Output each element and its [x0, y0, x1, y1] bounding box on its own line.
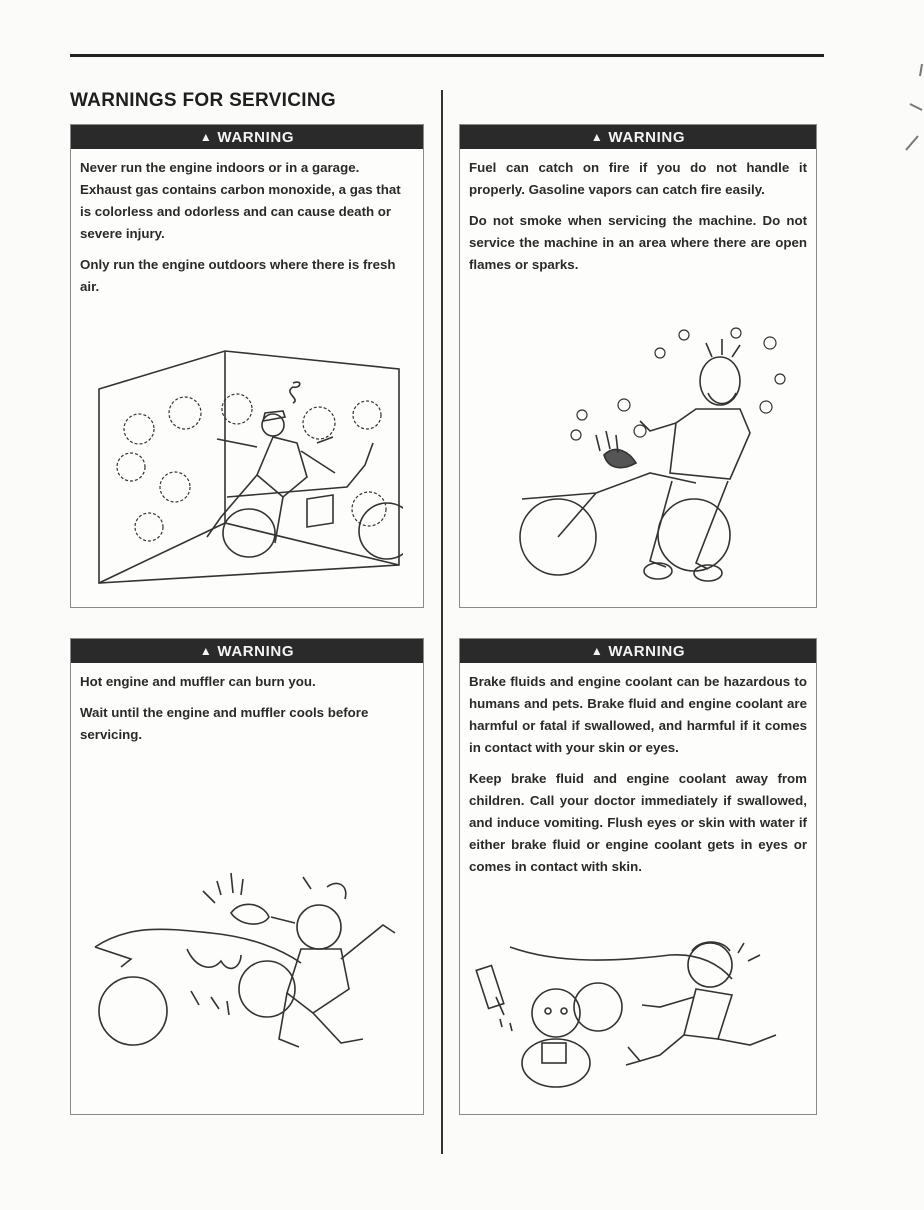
warning-paragraph: Wait until the engine and muffler cools before servicing. — [80, 705, 369, 742]
warning-banner-label: WARNING — [608, 128, 686, 146]
warning-paragraph: Only run the engine outdoors where there is fresh air. — [80, 257, 396, 294]
warning-text — [71, 663, 423, 746]
warning-banner-label: WARNING — [608, 642, 686, 660]
warning-paragraph: Brake fluids and engine coolant can be hazardous to humans and pets. Brake fluid and engine coolant are harmful or fatal if swallowed, and harmful if it comes in contact with your skin or eyes. — [469, 674, 807, 755]
hot-muffler-illustration — [91, 863, 411, 1063]
warning-paragraph: Never run the engine indoors or in a garage. Exhaust gas contains carbon monoxide, a gas that is colorless and odorless and can cause death or severe injury. — [80, 160, 401, 241]
warning-triangle-icon: ▲ — [199, 130, 213, 144]
warning-triangle-icon: ▲ — [590, 130, 604, 144]
page-title: WARNINGS FOR SERVICING — [70, 90, 336, 111]
scan-edge-mark — [904, 60, 924, 165]
warning-banner — [460, 125, 816, 149]
warning-paragraph: Hot engine and muffler can burn you. — [80, 674, 316, 689]
warning-banner-label: WARNING — [217, 128, 295, 146]
warning-banner — [71, 639, 423, 663]
top-rule — [70, 54, 824, 57]
warning-banner — [71, 125, 423, 149]
warning-paragraph: Do not smoke when servicing the machine. Do not service the machine in an area where there are open flames or sparks. — [469, 213, 807, 272]
warning-banner-label: WARNING — [217, 642, 295, 660]
child-fluid-illustration — [470, 935, 800, 1095]
warning-box-hot-engine — [70, 638, 424, 1115]
warning-box-fluids — [459, 638, 817, 1115]
warning-triangle-icon: ▲ — [199, 644, 213, 658]
warning-triangle-icon: ▲ — [590, 644, 604, 658]
warning-text — [71, 149, 423, 298]
warning-box-fuel — [459, 124, 817, 608]
fuel-fire-illustration — [500, 323, 800, 595]
warning-text — [460, 149, 816, 276]
warning-text — [460, 663, 816, 878]
exhaust-room-illustration — [97, 347, 403, 587]
warning-paragraph: Keep brake fluid and engine coolant away from children. Call your doctor immediately if swallowed, and induce vomiting. Flush eyes or skin with water if either brake fluid or engine coolant gets in eyes or comes in contact with skin. — [469, 771, 807, 874]
column-divider — [441, 90, 443, 1154]
warning-banner — [460, 639, 816, 663]
warning-box-exhaust — [70, 124, 424, 608]
warning-paragraph: Fuel can catch on fire if you do not handle it properly. Gasoline vapors can catch fire easily. — [469, 160, 807, 197]
